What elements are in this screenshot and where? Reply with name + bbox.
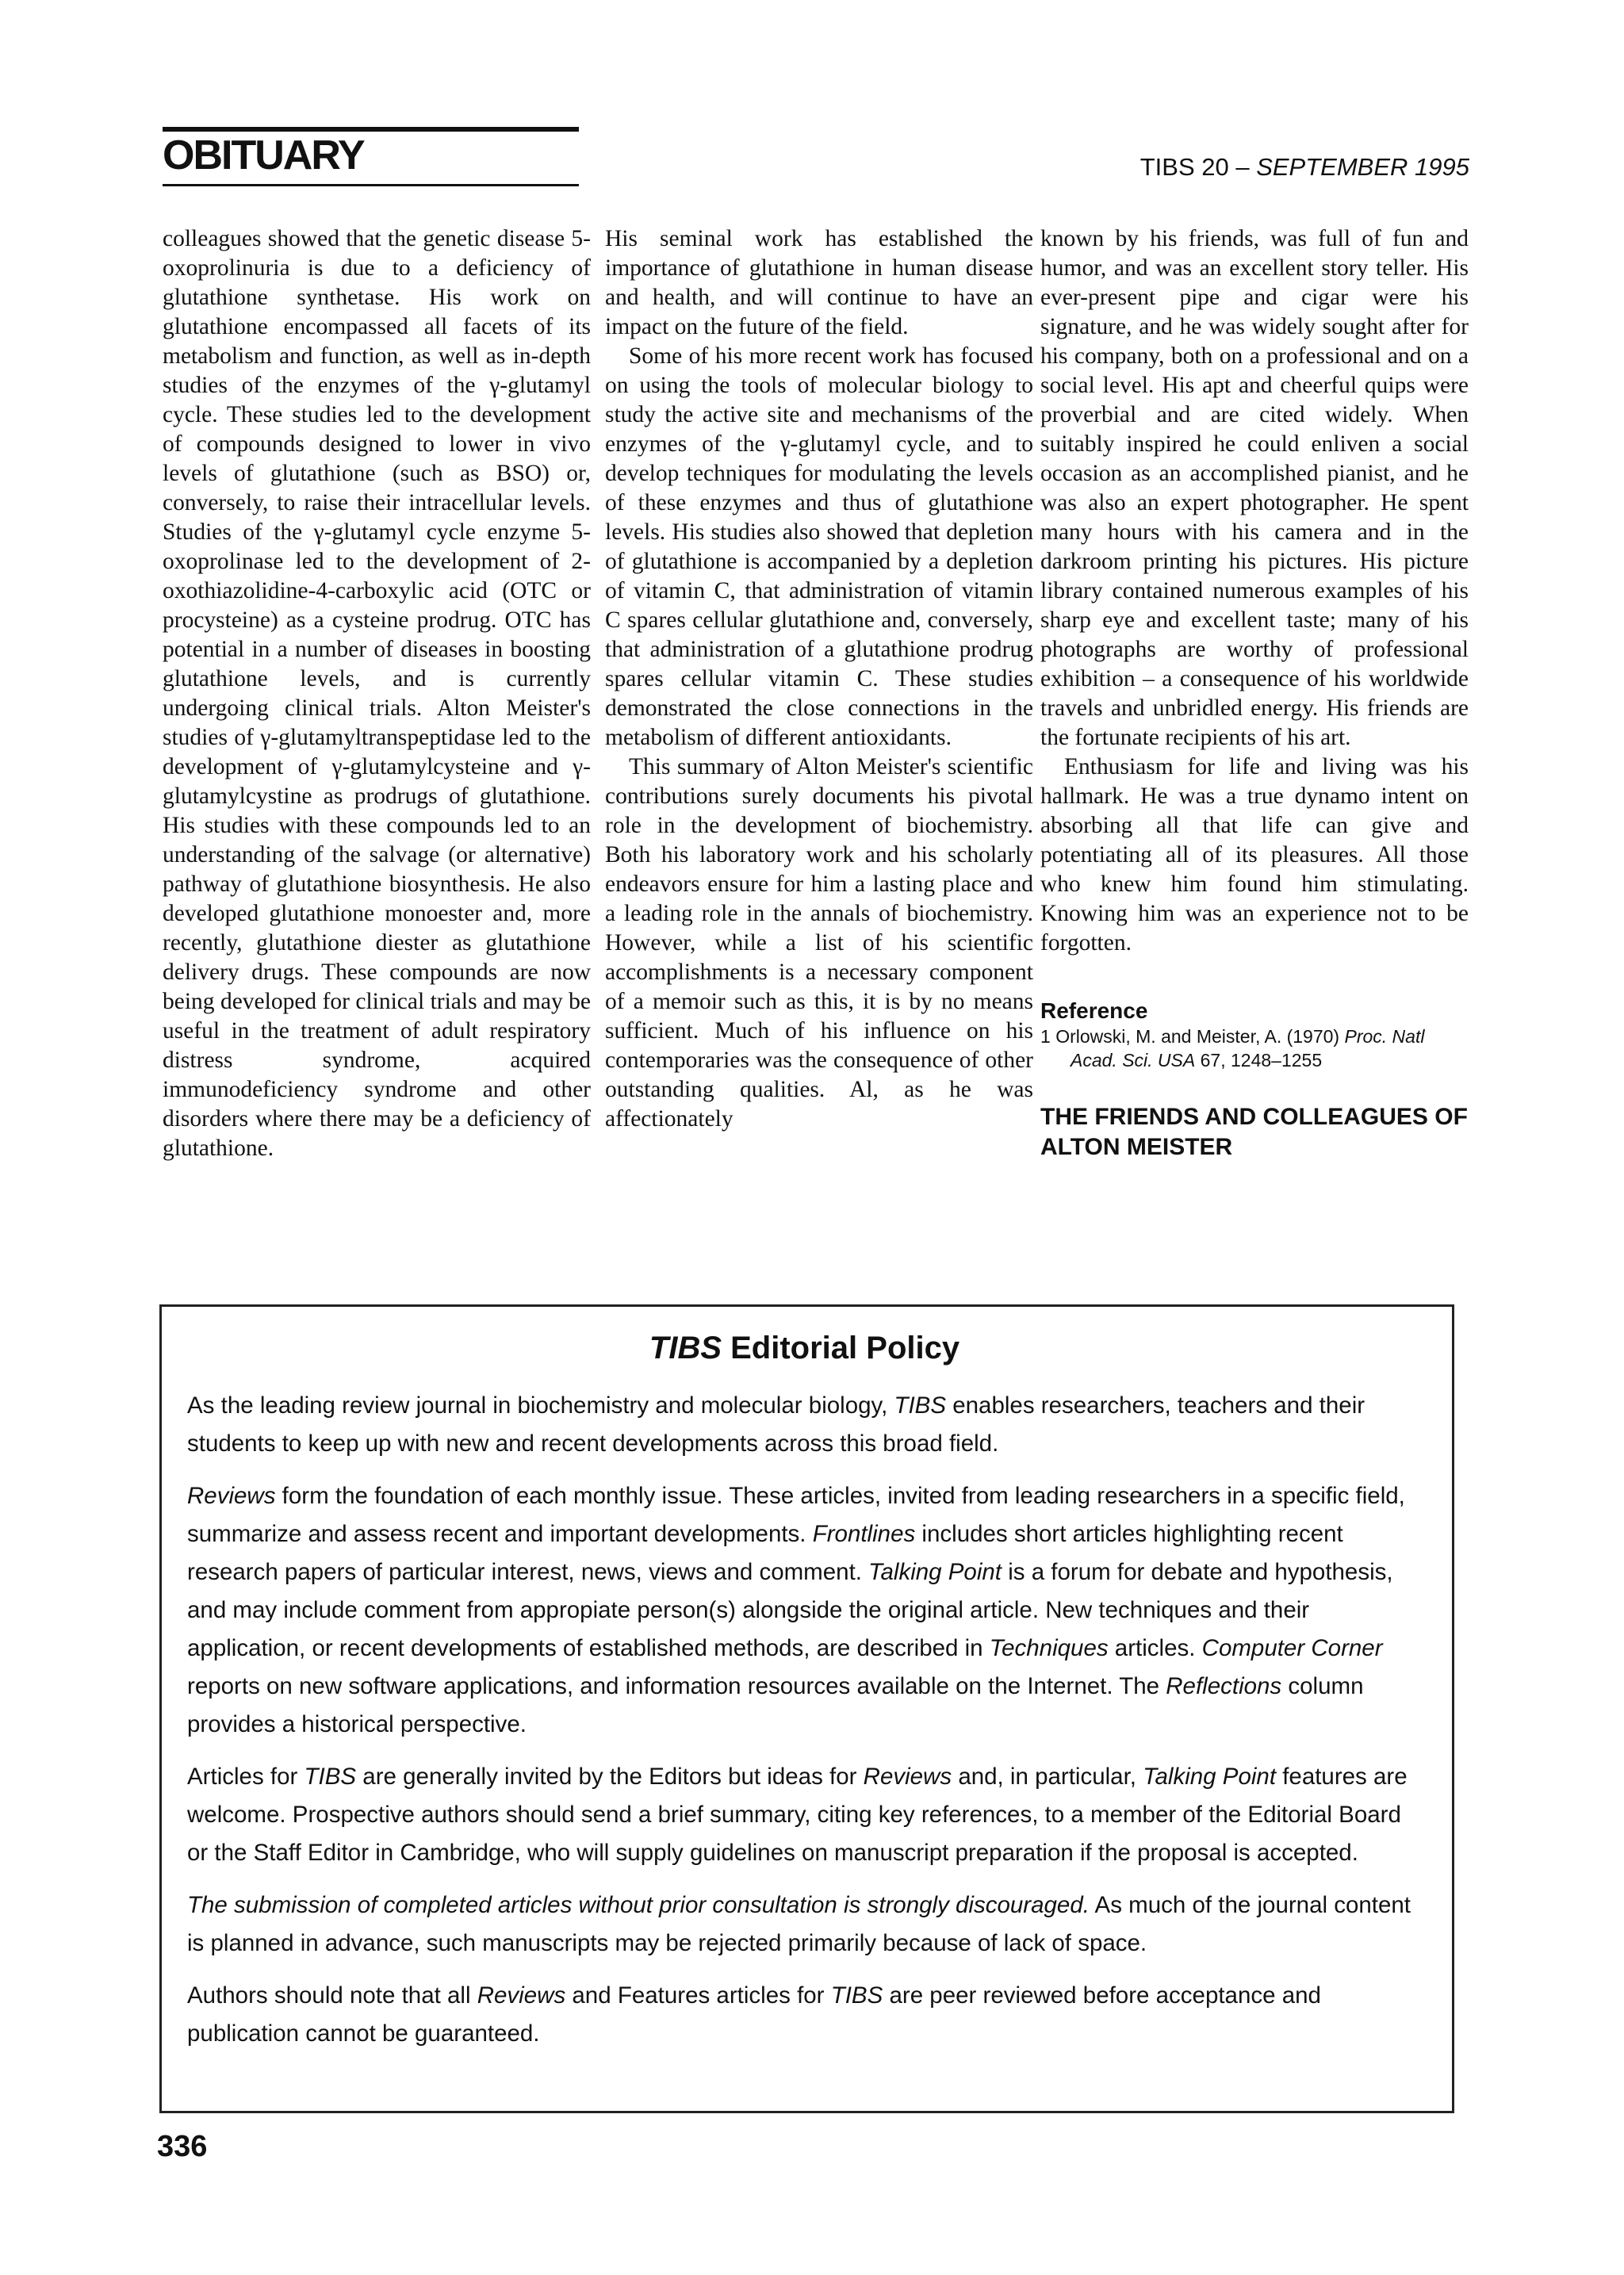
text: column provides a historical perspective.	[187, 1673, 1364, 1737]
reference-heading: Reference	[1040, 998, 1148, 1023]
text: is a forum for debate and hypothesis, and may include comment from appropiate person(s) alongside the original article. New techniques and their application, or recent developments of established methods, are described in	[187, 1559, 1393, 1661]
policy-title-text: Editorial Policy	[722, 1331, 960, 1365]
article-column-2	[605, 224, 1033, 1134]
reference-entry	[1040, 1025, 1469, 1072]
paragraph: His seminal work has established the importance of glutathione in human disease and health, and will continue to have an impact on the future of the field.	[605, 226, 1033, 339]
text: and, in particular,	[952, 1764, 1143, 1790]
reference-authors: Orlowski, M. and Meister, A. (1970)	[1055, 1026, 1345, 1047]
reference-journal: Proc. Natl Acad. Sci. USA	[1071, 1026, 1425, 1070]
paragraph: Enthusiasm for life and living was his hallmark. He was a true dynamo intent on absorbing all that life can give and potentiating all of its pleasures. All those who knew him found him stimulating. Knowing him was an experience not to be forgotten.	[1040, 754, 1469, 956]
editorial-policy-box	[159, 1304, 1454, 2113]
text: are peer reviewed before acceptance and publication cannot be guaranteed.	[187, 1982, 1321, 2047]
policy-title-journal: TIBS	[649, 1331, 722, 1365]
journal-volume: TIBS 20 –	[1139, 153, 1257, 181]
section-name: Reviews	[477, 1982, 566, 2009]
policy-paragraph	[187, 1977, 1422, 2053]
article-column-1	[163, 224, 591, 1163]
policy-paragraph	[187, 1477, 1422, 1744]
paragraph: Some of his more recent work has focused on using the tools of molecular biology to study the active site and mechanisms of the enzymes of the γ-glutamyl cycle, and to develop techniques for modulating the levels of these enzymes and thus of glutathione levels. His studies also showed that depletion of glutathione is accompanied by a depletion of vitamin C, that administration of vitamin C spares cellular glutathione and, conversely, that administration of a glutathione prodrug spares cellular vitamin C. These studies demonstrated the close connections in the metabolism of different antioxidants.	[605, 343, 1033, 750]
signature-line: THE FRIENDS AND COLLEAGUES OF	[1040, 1104, 1468, 1130]
text: and Features articles for	[565, 1982, 831, 2009]
journal-name: TIBS	[830, 1982, 883, 2009]
header-rule-bottom	[163, 184, 579, 186]
article-column-3	[1040, 224, 1469, 1162]
section-name: Frontlines	[812, 1521, 916, 1547]
signature	[1040, 1102, 1469, 1162]
page-number: 336	[157, 2130, 208, 2163]
emphasis-text: The submission of completed articles without prior consultation is strongly discouraged.	[187, 1892, 1090, 1918]
section-name: Reviews	[187, 1483, 276, 1509]
text: As much of the journal content is planned in advance, such manuscripts may be rejected primarily because of lack of space.	[187, 1892, 1411, 1956]
text: enables researchers, teachers and their students to keep up with new and recent developments across this broad field.	[187, 1392, 1365, 1457]
policy-paragraph	[187, 1886, 1422, 1963]
text: Authors should note that all	[187, 1982, 477, 2009]
journal-name: TIBS	[894, 1392, 947, 1419]
section-name: Reflections	[1166, 1673, 1282, 1699]
text: features are welcome. Prospective authors should send a brief summary, citing key references, to a member of the Editorial Board or the Staff Editor in Cambridge, who will supply guidelines on manuscript preparation if the proposal is accepted.	[187, 1764, 1408, 1866]
journal-date: SEPTEMBER 1995	[1256, 153, 1469, 181]
signature-line: ALTON MEISTER	[1040, 1134, 1233, 1160]
text: As the leading review journal in biochemistry and molecular biology,	[187, 1392, 894, 1419]
section-name: Techniques	[989, 1635, 1109, 1661]
reference-details: 67, 1248–1255	[1195, 1050, 1323, 1070]
journal-name: TIBS	[304, 1764, 357, 1790]
text: are generally invited by the Editors but ideas for	[356, 1764, 864, 1790]
section-name: Talking Point	[868, 1559, 1002, 1585]
text: reports on new software applications, and information resources available on the Internet. The	[187, 1673, 1166, 1699]
text: includes short articles highlighting recent research papers of particular interest, news, views and comment.	[187, 1521, 1343, 1585]
section-name: Computer Corner	[1201, 1635, 1383, 1661]
paragraph: colleagues showed that the genetic disease 5-oxoprolinuria is due to a deficiency of glutathione synthetase. His work on glutathione encompassed all facets of its metabolism and function, as well as in-depth studies of the enzymes of the γ-glutamyl cycle. These studies led to the development of compounds designed to lower in vivo levels of glutathione (such as BSO) or, conversely, to raise their intracellular levels. Studies of the γ-glutamyl cycle enzyme 5-oxoprolinase led to the development of 2-oxothiazolidine-4-carboxylic acid (OTC or procysteine) as a cysteine prodrug. OTC has potential in a number of diseases in boosting glutathione levels, and is currently undergoing clinical trials. Alton Meister's studies of γ-glutamyltranspeptidase led to the development of γ-glutamylcysteine and γ-glutamylcystine as prodrugs of glutathione. His studies with these compounds led to an understanding of the salvage (or alternative) pathway of glutathione biosynthesis. He also developed glutathione monoester and, more recently, glutathione diester as glutathione delivery drugs. These compounds are now being developed for clinical trials and may be useful in the treatment of adult respiratory distress syndrome, acquired immunodeficiency syndrome and other disorders where there may be a deficiency of glutathione.	[163, 226, 591, 1161]
text: articles.	[1108, 1635, 1202, 1661]
section-name: Talking Point	[1143, 1764, 1277, 1790]
section-name: Reviews	[863, 1764, 952, 1790]
paragraph: known by his friends, was full of fun and humor, and was an excellent story teller. His ever-present pipe and cigar were his signature, and he was widely sought after for his company, both on a professional and on a social level. His apt and cheerful quips were proverbial and are cited widely. When suitably inspired he could enliven a social occasion as an accomplished pianist, and he was also an expert photographer. He spent many hours with his camera and in the darkroom printing his pictures. His picture library contained numerous examples of his sharp eye and excellent taste; many of his photographs are worthy of professional exhibition – a consequence of his worldwide travels and unbridled energy. His friends are the fortunate recipients of his art.	[1040, 226, 1469, 750]
section-title: OBITUARY	[163, 132, 364, 178]
text: Articles for	[187, 1764, 304, 1790]
journal-reference	[1140, 153, 1469, 182]
policy-title	[187, 1331, 1422, 1366]
reference-number: 1	[1040, 1026, 1051, 1047]
text: form the foundation of each monthly issue. These articles, invited from leading researchers in a specific field, summarize and assess recent and important developments.	[187, 1483, 1405, 1547]
header-rule-top	[163, 127, 579, 132]
paragraph: This summary of Alton Meister's scientific contributions surely documents his pivotal role in the development of biochemistry. Both his laboratory work and his scholarly endeavors ensure for him a lasting place and a leading role in the annals of biochemistry. However, while a list of his scientific accomplishments is a necessary component of a memoir such as this, it is by no means sufficient. Much of his influence on his contemporaries was the consequence of other outstanding qualities. Al, as he was affectionately	[605, 754, 1033, 1132]
policy-paragraph	[187, 1387, 1422, 1463]
policy-paragraph	[187, 1758, 1422, 1872]
